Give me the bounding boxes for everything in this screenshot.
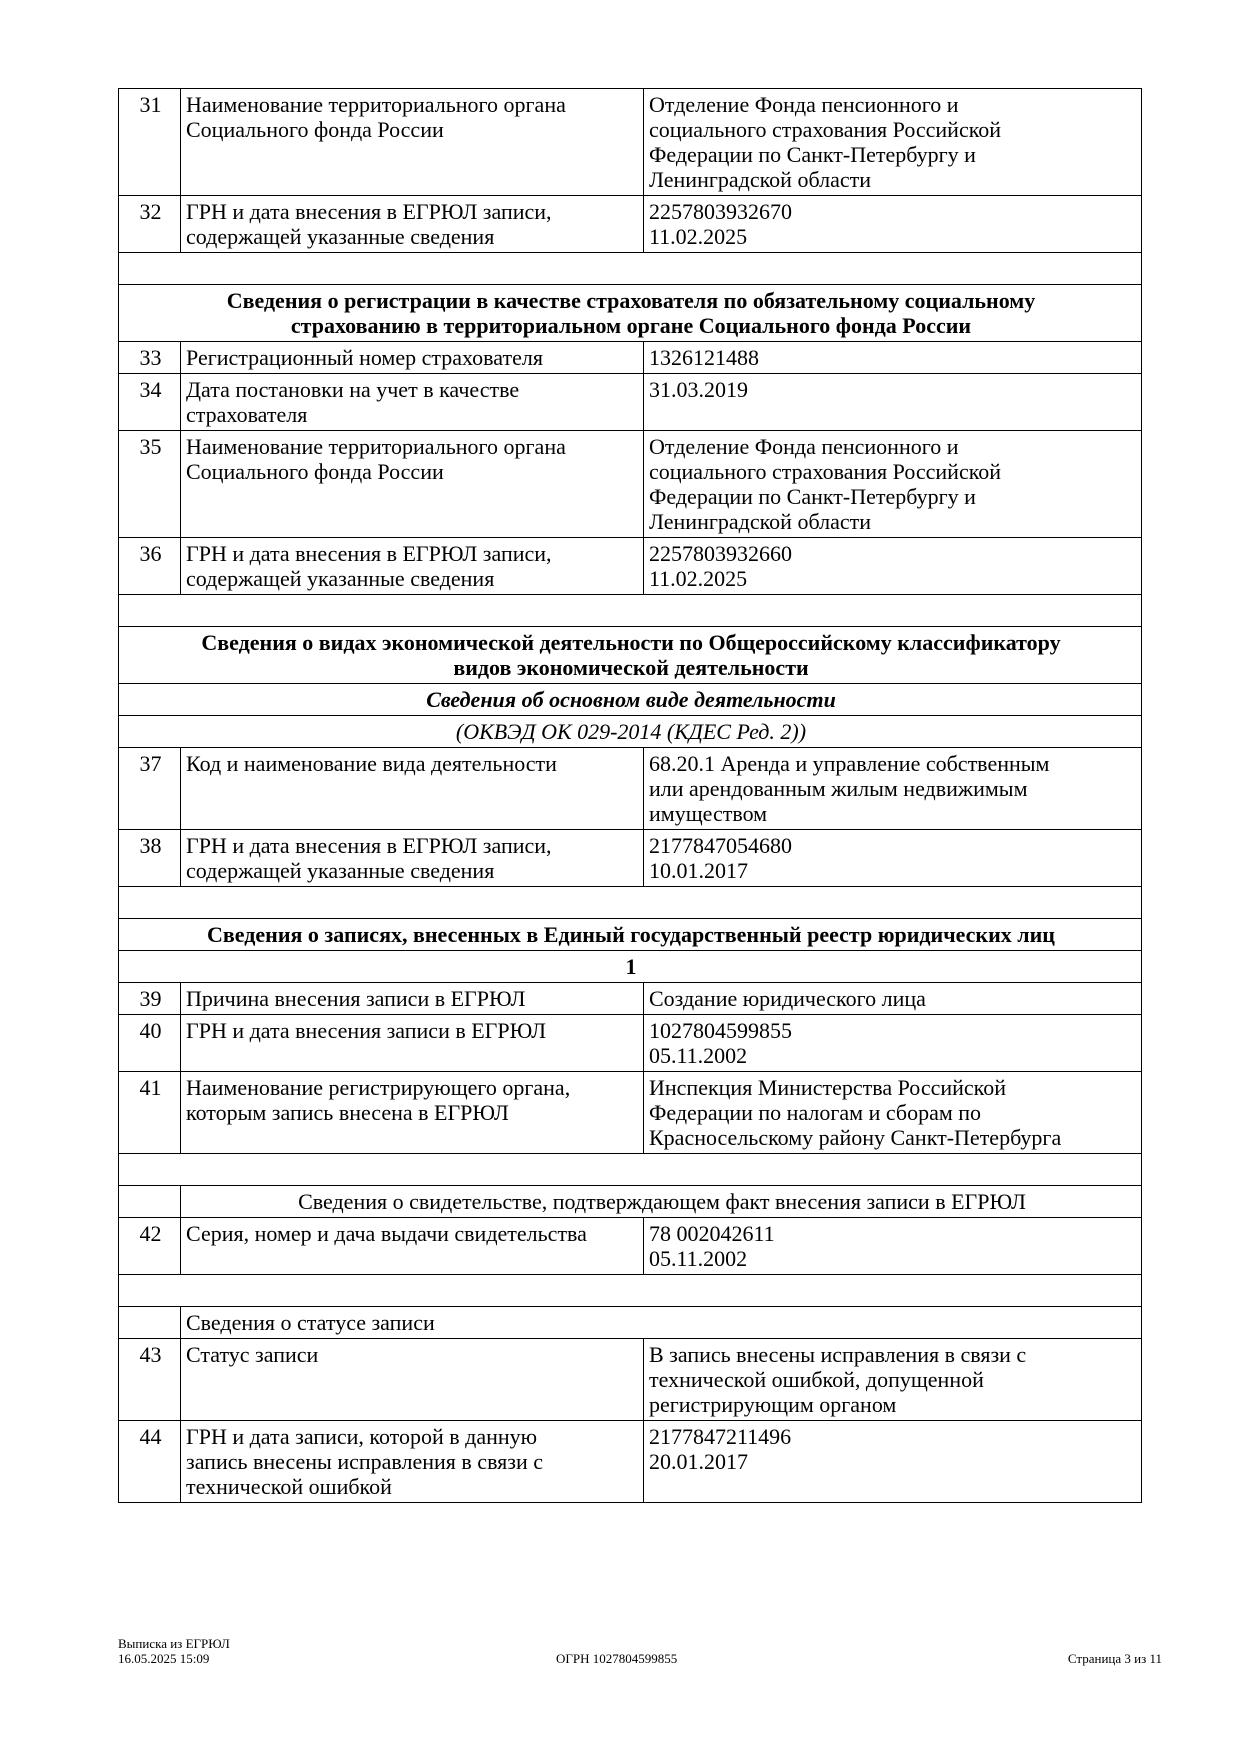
blank-cell [119,1186,181,1218]
text-line: 1326121488 [649,345,759,370]
field-label [181,538,644,595]
blank-cell [119,1307,181,1339]
text-line: Федерации по Санкт-Петербургу и [649,142,976,167]
field-label [181,1421,644,1503]
text-line: 2177847054680 [649,833,792,858]
text-line: Наименование территориального органа [186,434,566,459]
empty-row [119,887,1142,919]
row-number: 40 [119,1015,181,1072]
text-line: Ленинградской области [649,167,871,192]
section-insurer-registration [119,285,1142,342]
row-number: 39 [119,983,181,1015]
text-line: страхователя [186,402,308,427]
row-number: 43 [119,1339,181,1421]
field-value [644,342,1142,374]
subsection-record-status: Сведения о статусе записи [181,1307,1142,1339]
field-label [181,1072,644,1154]
text-line: Дата постановки на учет в качестве [186,377,520,402]
text-line: содержащей указанные сведения [186,858,495,883]
text-line: В запись внесены исправления в связи с [649,1342,1027,1367]
text-line: Сведения о видах экономической деятельности по Общероссийскому классификатору [201,630,1061,655]
text-line: Красносельскому району Санкт-Петербурга [649,1125,1062,1150]
footer-page-number: Страница 3 из 11 [1067,1651,1162,1666]
subsection-row [119,1307,1142,1339]
text-line: 2177847211496 [649,1424,792,1449]
text-line: содержащей указанные сведения [186,224,495,249]
text-line: 05.11.2002 [649,1043,748,1068]
egrul-extract-table [118,88,1142,1503]
text-line: технической ошибкой [186,1474,392,1499]
text-line: ГРН и дата внесения в ЕГРЮЛ записи, [186,541,552,566]
table-row [119,1218,1142,1275]
subsection-row [119,951,1142,983]
table-row [119,983,1142,1015]
table-row [119,830,1142,887]
text-line: Создание юридического лица [649,986,926,1011]
field-value [644,1421,1142,1503]
field-value [644,1339,1142,1421]
row-number: 44 [119,1421,181,1503]
text-line: 68.20.1 Аренда и управление собственным [649,751,1050,776]
field-value [644,196,1142,253]
row-number: 36 [119,538,181,595]
text-line: Статус записи [186,1342,319,1367]
field-value [644,1072,1142,1154]
text-line: ГРН и дата записи, которой в данную [186,1424,538,1449]
row-number: 42 [119,1218,181,1275]
row-number: 41 [119,1072,181,1154]
field-label [181,1339,644,1421]
text-line: Социального фонда России [186,459,444,484]
subsection-certificate: Сведения о свидетельстве, подтверждающем факт внесения записи в ЕГРЮЛ [181,1186,1142,1218]
empty-row [119,1154,1142,1186]
text-line: технической ошибкой, допущенной [649,1367,984,1392]
empty-row [119,595,1142,627]
text-line: Регистрационный номер страхователя [186,345,543,370]
text-line: видов экономической деятельности [453,655,809,680]
section-okved [119,627,1142,684]
text-line: Федерации по Санкт-Петербургу и [649,484,976,509]
text-line: социального страхования Российской [649,459,1002,484]
field-label [181,431,644,538]
text-line: Отделение Фонда пенсионного и [649,434,959,459]
field-value [644,374,1142,431]
text-line: Причина внесения записи в ЕГРЮЛ [186,986,526,1011]
text-line: ГРН и дата внесения записи в ЕГРЮЛ [186,1018,547,1043]
field-label [181,1218,644,1275]
row-number: 35 [119,431,181,538]
table-row [119,1015,1142,1072]
text-line: Федерации по налогам и сборам по [649,1100,982,1125]
text-line: 1027804599855 [649,1018,792,1043]
field-value [644,830,1142,887]
text-line: социального страхования Российской [649,117,1002,142]
empty-row [119,253,1142,285]
section-egrul-records: Сведения о записях, внесенных в Единый государственный реестр юридических лиц [119,919,1142,951]
row-number: 33 [119,342,181,374]
table-row [119,89,1142,196]
field-value [644,748,1142,830]
section-header-row [119,919,1142,951]
table-row [119,374,1142,431]
table-row [119,431,1142,538]
text-line: Код и наименование вида деятельности [186,751,557,776]
row-number: 38 [119,830,181,887]
field-label [181,748,644,830]
field-value [644,89,1142,196]
table-row [119,342,1142,374]
section-header-row [119,627,1142,684]
text-line: регистрирующим органом [649,1392,897,1417]
text-line: имуществом [649,801,768,826]
text-line: 78 002042611 [649,1221,775,1246]
text-line: Наименование регистрирующего органа, [186,1075,571,1100]
field-label [181,983,644,1015]
field-value [644,1218,1142,1275]
row-number: 37 [119,748,181,830]
field-label [181,89,644,196]
row-number: 32 [119,196,181,253]
field-value [644,538,1142,595]
record-index: 1 [119,951,1142,983]
text-line: 2257803932670 [649,199,792,224]
table-row [119,1072,1142,1154]
text-line: 2257803932660 [649,541,792,566]
row-number: 34 [119,374,181,431]
row-number: 31 [119,89,181,196]
text-line: 10.01.2017 [649,858,748,883]
text-line: 11.02.2025 [649,566,748,591]
text-line: запись внесены исправления в связи с [186,1449,544,1474]
text-line: ГРН и дата внесения в ЕГРЮЛ записи, [186,199,552,224]
text-line: Наименование территориального органа [186,92,566,117]
text-line: 20.01.2017 [649,1449,748,1474]
field-label [181,374,644,431]
table-row [119,1421,1142,1503]
text-line: Ленинградской области [649,509,871,534]
table-row [119,748,1142,830]
subsection-row [119,684,1142,716]
footer-timestamp: 16.05.2025 15:09 [118,1651,210,1666]
subsection-row [119,1186,1142,1218]
okved-version: (ОКВЭД ОК 029-2014 (КДЕС Ред. 2)) [119,716,1142,748]
text-line: 11.02.2025 [649,224,748,249]
field-value [644,1015,1142,1072]
empty-row [119,1275,1142,1307]
text-line: Серия, номер и дача выдачи свидетельства [186,1221,587,1246]
text-line: или арендованным жилым недвижимым [649,776,1028,801]
text-line: ГРН и дата внесения в ЕГРЮЛ записи, [186,833,552,858]
field-value [644,983,1142,1015]
table-row [119,1339,1142,1421]
text-line: Инспекция Министерства Российской [649,1075,1007,1100]
footer-ogrn: ОГРН 1027804599855 [556,1651,678,1666]
text-line: 31.03.2019 [649,377,748,402]
text-line: Отделение Фонда пенсионного и [649,92,959,117]
field-label [181,830,644,887]
text-line: Сведения о регистрации в качестве страхователя по обязательному социальному [226,288,1036,313]
field-label [181,342,644,374]
text-line: Социального фонда России [186,117,444,142]
text-line: содержащей указанные сведения [186,566,495,591]
field-label [181,196,644,253]
text-line: 05.11.2002 [649,1246,748,1271]
field-value [644,431,1142,538]
text-line: страхованию в территориальном органе Социального фонда России [290,313,972,338]
table-row [119,538,1142,595]
section-header-row [119,285,1142,342]
field-label [181,1015,644,1072]
subsection-row [119,716,1142,748]
text-line: которым запись внесена в ЕГРЮЛ [186,1100,509,1125]
subsection-main-activity: Сведения об основном виде деятельности [119,684,1142,716]
table-row [119,196,1142,253]
footer-doc-title: Выписка из ЕГРЮЛ [118,1636,230,1651]
footer-left [118,1636,230,1666]
